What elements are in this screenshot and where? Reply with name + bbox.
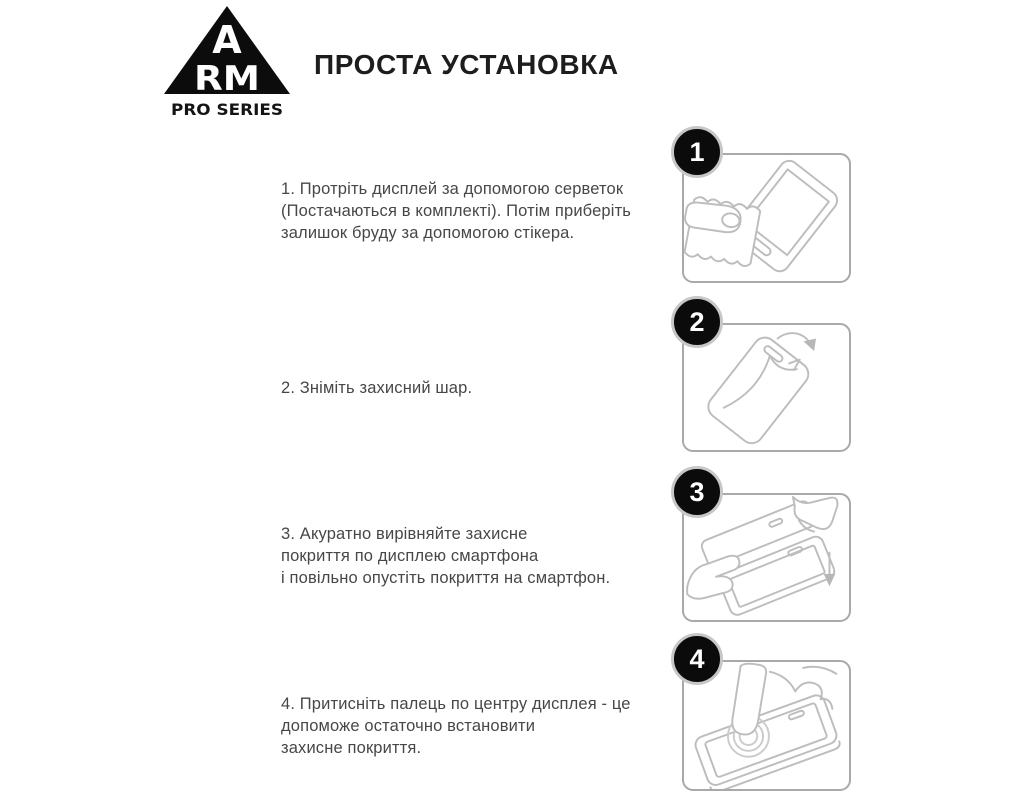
curl-arrow-head xyxy=(804,338,817,351)
step-3-line-2: покриття по дисплею смартфона xyxy=(281,547,539,565)
step-4-text xyxy=(281,693,691,759)
step-1-text xyxy=(281,178,691,244)
step-4-line-1: 4. Притисніть палець по центру дисплея - це xyxy=(281,695,631,713)
protective-glass xyxy=(704,333,813,448)
logo-series-label: PRO SERIES xyxy=(171,100,283,119)
step-3-text xyxy=(281,523,691,589)
step-1-number-badge xyxy=(671,126,723,178)
step-3-line-3: і повільно опустіть покриття на смартфон. xyxy=(281,569,611,587)
step-4-number-badge xyxy=(671,633,723,685)
smartphone-outline xyxy=(693,693,841,789)
logo-letter-rm: RM xyxy=(194,59,260,99)
page-title: ПРОСТА УСТАНОВКА xyxy=(314,49,619,80)
step-3-number: 3 xyxy=(689,476,705,507)
step-1-number: 1 xyxy=(689,136,705,167)
step-2-text xyxy=(281,377,691,399)
arm-pro-series-logo xyxy=(160,5,294,119)
step-4-number: 4 xyxy=(689,643,705,674)
step-4-line-2: допоможе остаточно встановити xyxy=(281,717,536,735)
step-2-number: 2 xyxy=(689,306,705,337)
step-1-line-2: (Постачаються в комплекті). Потім приберіть xyxy=(281,202,632,220)
arm-logo-icon xyxy=(160,5,294,119)
step-2-line-1: 2. Зніміть захисний шар. xyxy=(281,379,473,397)
step-3-line-1: 3. Акуратно вирівняйте захисне xyxy=(281,525,528,543)
logo-letter-a: A xyxy=(212,18,242,62)
step-1-line-1: 1. Протріть дисплей за допомогою серветок xyxy=(281,180,624,198)
step-1-line-3: залишок бруду за допомогою стікера. xyxy=(281,224,575,242)
step-2-number-badge xyxy=(671,296,723,348)
step-3-number-badge xyxy=(671,466,723,518)
step-4-line-3: захисне покриття. xyxy=(281,739,422,757)
